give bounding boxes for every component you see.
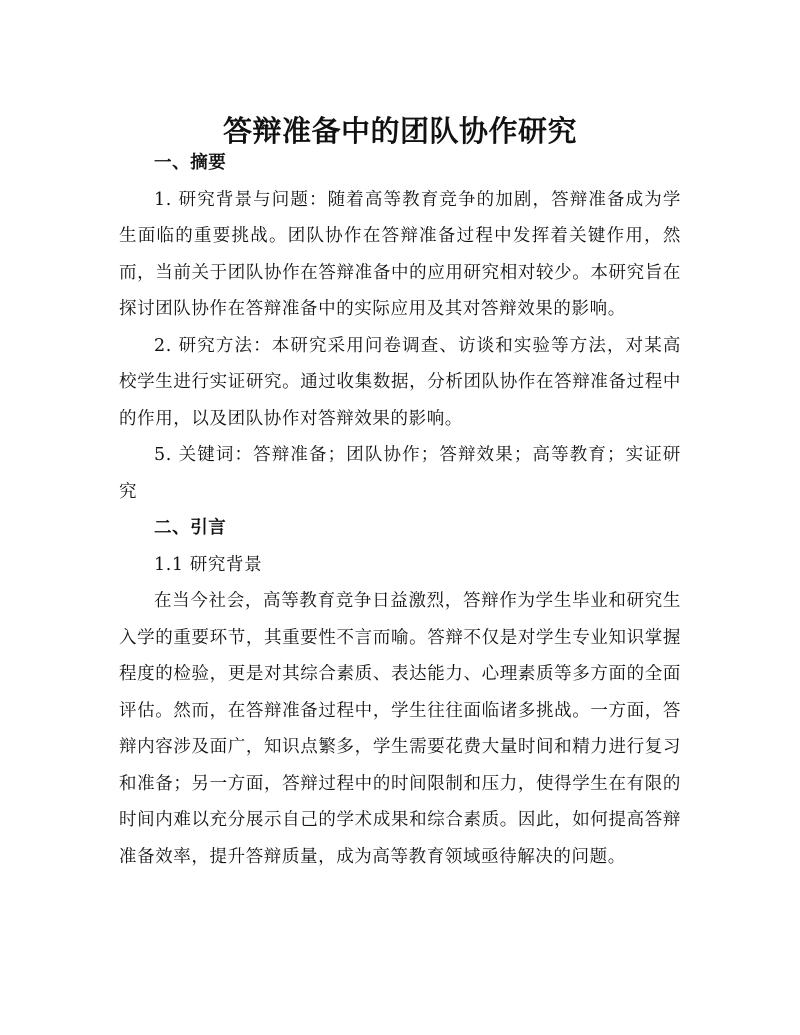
paragraph-method: 2. 研究方法：本研究采用问卷调查、访谈和实验等方法，对某高校学生进行实证研究。通过收集数据，分析团队协作在答辩准备过程中的作用，以及团队协作对答辩效果的影响。	[119, 335, 681, 429]
document-body	[119, 145, 681, 875]
paragraph-background: 1. 研究背景与问题：随着高等教育竞争的加剧，答辩准备成为学生面临的重要挑战。团队协作在答辩准备过程中发挥着关键作用，然而，当前关于团队协作在答辩准备中的应用研究相对较少。本研究旨在探讨团队协作在答辩准备中的实际应用及其对答辩效果的影响。	[119, 189, 681, 319]
section-heading-intro: 二、引言	[154, 518, 227, 538]
section-heading-abstract: 一、摘要	[154, 153, 227, 173]
paragraph-keywords: 5. 关键词：答辩准备；团队协作；答辩效果；高等教育；实证研究	[119, 445, 681, 502]
subsection-heading-background: 1.1 研究背景	[154, 554, 263, 575]
paragraph-intro: 在当今社会，高等教育竞争日益激烈，答辩作为学生毕业和研究生入学的重要环节，其重要性不言而喻。答辩不仅是对学生专业知识掌握程度的检验，更是对其综合素质、表达能力、心理素质等多方面的全面评估。然而，在答辩准备过程中，学生往往面临诸多挑战。一方面，答辩内容涉及面广，知识点繁多，学生需要花费大量时间和精力进行复习和准备；另一方面，答辩过程中的时间限制和压力，使得学生在有限的时间内难以充分展示自己的学术成果和综合素质。因此，如何提高答辩准备效率，提升答辩质量，成为高等教育领域亟待解决的问题。	[119, 591, 681, 867]
document-title: 答辩准备中的团队协作研究	[222, 114, 577, 149]
